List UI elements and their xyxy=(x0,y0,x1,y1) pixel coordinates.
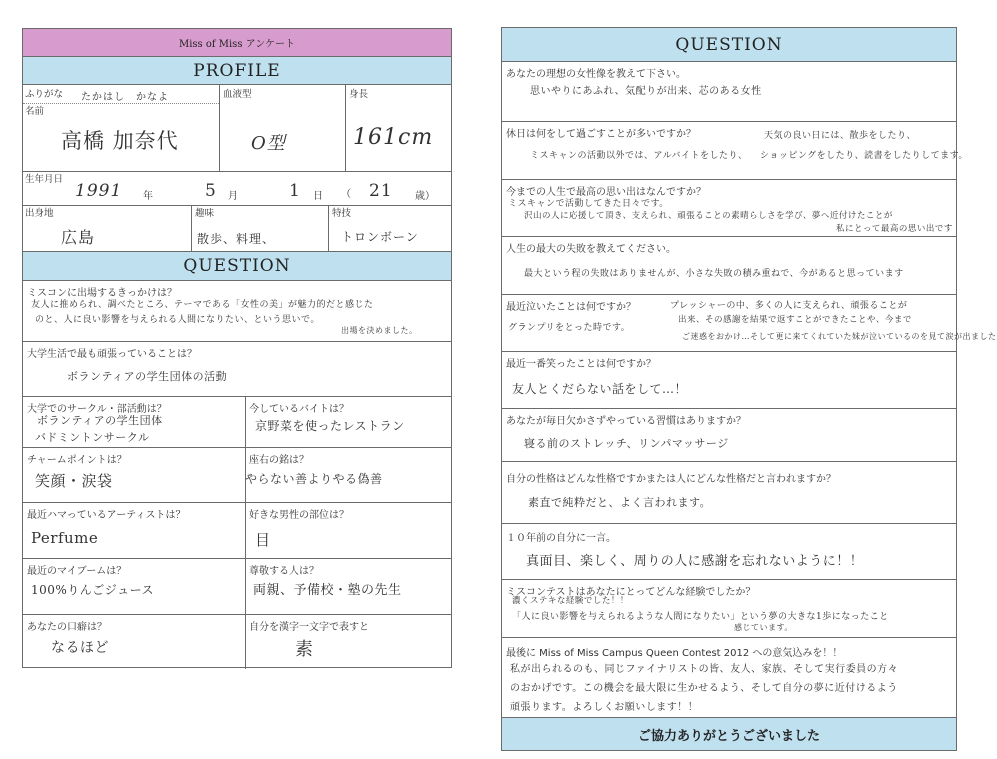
hobby-label: 趣味 xyxy=(195,208,215,219)
birth-month-unit: 月 xyxy=(228,191,238,202)
question-recent-laugh-label: 最近一番笑ったことは何ですか？ xyxy=(506,359,656,370)
question-recent-cry xyxy=(502,295,997,352)
question-job-answer: 京野菜を使ったレストラン xyxy=(255,419,405,433)
question-effort-label: 大学生活で最も頑張っていることは？ xyxy=(27,349,197,360)
left-question-header-band xyxy=(23,251,451,281)
profile-header-band xyxy=(23,57,451,85)
question-job-label: 今しているバイトは？ xyxy=(249,404,349,415)
question-contest-experience xyxy=(502,580,956,638)
question-trigger-answer-line1: 友人に推められ、調べたところ、テーマである「女性の美」が魅力的だと感じた xyxy=(31,300,374,310)
age-unit: 歳） xyxy=(415,191,435,202)
question-holiday-answer-line2: 天気の良い日には、散歩をしたり、 xyxy=(764,131,917,141)
question-trigger-answer-line3: 出場を決めました。 xyxy=(341,326,418,335)
question-contest-experience-answer-line2: 「人に良い影響を与えられるような人間になりたい」という夢の大きな1歩になったこと xyxy=(512,612,889,622)
question-trigger xyxy=(23,281,451,342)
sheet-title-band xyxy=(23,29,451,57)
question-best-memory xyxy=(502,180,956,237)
question-motto-label: 座右の銘は？ xyxy=(249,455,309,466)
question-recent-cry-answer-line2: グランプリをとった時です。 xyxy=(508,323,631,333)
left-question-header: QUESTION xyxy=(183,256,291,276)
question-daily-habit xyxy=(502,409,956,462)
question-recent-cry-answer-line4: ご迷惑をおかけ…そして更に来てくれていた妹が泣いているのを見て涙が出ました xyxy=(682,332,997,341)
hometown-value: 広島 xyxy=(61,228,96,247)
hobby-value: 散歩、料理、 xyxy=(197,232,276,246)
question-holiday-answer-line3: ショッピングをしたり、読書をしたりしてます。 xyxy=(760,151,968,161)
question-artist-answer: Perfume xyxy=(31,529,99,547)
question-holiday-label: 休日は何をして過ごすことが多いですか？ xyxy=(506,129,696,140)
question-personality xyxy=(502,462,956,524)
question-past-self xyxy=(502,524,956,580)
furigana-value: たかはし かなよ xyxy=(81,92,169,103)
height-label: 身長 xyxy=(349,89,369,100)
birth-day-unit: 日 xyxy=(313,191,323,202)
question-personality-answer: 素直で純粋だと、よく言われます。 xyxy=(528,496,712,509)
thanks-footer: ご協力ありがとうございました xyxy=(637,728,820,744)
question-trigger-label: ミスコンに出場するきっかけは？ xyxy=(27,288,177,299)
question-biggest-failure xyxy=(502,237,956,295)
profile-header: PROFILE xyxy=(193,60,281,81)
question-feature-label: 好きな男性の部位は？ xyxy=(249,510,349,521)
question-effort xyxy=(23,342,451,397)
question-trigger-answer-line2: のと、人に良い影響を与えられる人間になりたい、という思いで。 xyxy=(35,315,320,325)
left-questionnaire-sheet xyxy=(22,28,452,668)
question-charm-answer: 笑顔・涙袋 xyxy=(35,472,113,490)
question-circle-answer-line1: ボランティアの学生団体 xyxy=(37,414,163,427)
sheet-title: Miss of Miss アンケート xyxy=(178,39,296,50)
question-ideal-woman-label: あなたの理想の女性像を教えて下さい。 xyxy=(506,69,686,80)
question-final-message-answer-line3: 頑張ります。よろしくお願いします！！ xyxy=(510,702,699,713)
question-holiday-answer-line1: ミスキャンの活動以外では、アルバイトをしたり、 xyxy=(530,151,748,161)
name-label: 名前 xyxy=(25,106,45,117)
question-best-memory-answer-line1: ミスキャンで活動してきた日々です。 xyxy=(508,199,669,209)
profile-block xyxy=(23,85,451,251)
row-circle-job xyxy=(23,397,451,448)
question-motto-answer: やらない善よりやる偽善 xyxy=(245,472,383,486)
question-past-self-answer: 真面目、楽しく、周りの人に感謝を忘れないように！！ xyxy=(526,554,864,569)
birth-year: 1991 xyxy=(75,181,123,201)
question-best-memory-answer-line3: 私にとって最高の思い出です xyxy=(836,224,953,234)
age-open-paren: （ xyxy=(341,189,351,200)
right-question-header: QUESTION xyxy=(675,34,783,55)
furigana-label: ふりがな xyxy=(25,89,64,100)
question-contest-experience-answer-line1: 濃くステキな経験でした！！ xyxy=(512,596,629,606)
right-questionnaire-sheet xyxy=(501,27,997,751)
height-value: 161cm xyxy=(353,125,434,150)
question-ideal-woman xyxy=(502,62,956,122)
skill-label: 特技 xyxy=(332,208,352,219)
question-kanji-label: 自分を漢字一文字で表すと xyxy=(249,622,369,633)
question-circle-label: 大学でのサークル・部活動は？ xyxy=(27,404,167,415)
age-value: 21 xyxy=(369,181,393,201)
question-daily-habit-answer: 寝る前のストレッチ、リンパマッサージ xyxy=(524,437,729,450)
question-charm-label: チャームポイントは？ xyxy=(27,455,127,466)
question-ideal-woman-answer: 思いやりにあふれ、気配りが出来、芯のある女性 xyxy=(530,86,762,97)
question-feature-answer: 目 xyxy=(255,531,271,549)
row-habit-kanji xyxy=(23,615,451,669)
birth-label: 生年月日 xyxy=(25,174,64,185)
blood-value: O型 xyxy=(251,133,286,154)
question-boom-label: 最近のマイブームは？ xyxy=(27,566,127,577)
question-recent-cry-answer-line1: プレッシャーの中、多くの人に支えられ、頑張ることが xyxy=(670,301,908,311)
question-best-memory-label: 今までの人生で最高の思い出はなんですか？ xyxy=(506,187,706,198)
question-final-message-label: 最後に Miss of Miss Campus Queen Contest 2012 への意気込みを！！ xyxy=(506,648,843,659)
question-recent-cry-answer-line3: 出来、その感謝を結果で返すことができたことや、今まで xyxy=(678,315,912,325)
question-contest-experience-label: ミスコンテストはあなたにとってどんな経験でしたか？ xyxy=(506,587,756,598)
question-artist-label: 最近ハマっているアーティストは？ xyxy=(27,510,186,521)
question-recent-laugh-answer: 友人とくだらない話をして…！ xyxy=(512,382,688,396)
question-kanji-answer: 素 xyxy=(295,639,314,660)
question-phrase-answer: なるほど xyxy=(51,640,109,656)
question-boom-answer: 100%りんごジュース xyxy=(31,583,154,597)
birth-day: 1 xyxy=(289,181,301,201)
name-value: 高橋 加奈代 xyxy=(61,129,179,153)
question-daily-habit-label: あなたが毎日欠かさずやっている習慣はありますか？ xyxy=(506,416,746,427)
question-biggest-failure-label: 人生の最大の失敗を教えてください。 xyxy=(506,244,676,255)
question-holiday xyxy=(502,122,968,180)
question-phrase-label: あなたの口癖は？ xyxy=(27,622,107,633)
question-recent-cry-label: 最近泣いたことは何ですか？ xyxy=(506,302,636,313)
question-biggest-failure-answer: 最大という程の失敗はありませんが、小さな失敗の積み重ねで、今があると思っています xyxy=(524,269,904,279)
blood-label: 血液型 xyxy=(223,89,252,100)
question-personality-label: 自分の性格はどんな性格ですかまたは人にどんな性格だと言われますか？ xyxy=(506,474,836,485)
skill-value: トロンボーン xyxy=(341,230,419,244)
question-final-message-answer-line1: 私が出られるのも、同じファイナリストの皆、友人、家族、そして実行委員の方々 xyxy=(510,664,899,675)
question-recent-laugh xyxy=(502,352,956,409)
row-charm-motto xyxy=(23,448,451,503)
question-final-message xyxy=(502,638,956,718)
row-boom-respect xyxy=(23,559,451,615)
question-final-message-answer-line2: のおかげです。この機会を最大限に生かせるよう、そして自分の夢に近付けるよう xyxy=(510,683,898,694)
row-artist-feature xyxy=(23,503,451,559)
question-respect-answer: 両親、予備校・塾の先生 xyxy=(253,583,402,598)
thanks-band xyxy=(502,718,956,750)
question-past-self-label: １０年前の自分に一言。 xyxy=(506,533,616,544)
question-best-memory-answer-line2: 沢山の人に応援して頂き、支えられ、頑張ることの素晴らしさを学び、夢へ近付けたことが xyxy=(524,211,893,221)
question-circle-answer-line2: バドミントンサークル xyxy=(35,431,150,444)
question-contest-experience-answer-line3: 感じています。 xyxy=(734,623,793,632)
birth-year-unit: 年 xyxy=(143,191,153,202)
right-question-header-band xyxy=(502,28,956,62)
question-effort-answer: ボランティアの学生団体の活動 xyxy=(67,370,228,383)
hometown-label: 出身地 xyxy=(25,208,54,219)
question-respect-label: 尊敬する人は？ xyxy=(249,566,319,577)
birth-month: 5 xyxy=(205,181,217,201)
